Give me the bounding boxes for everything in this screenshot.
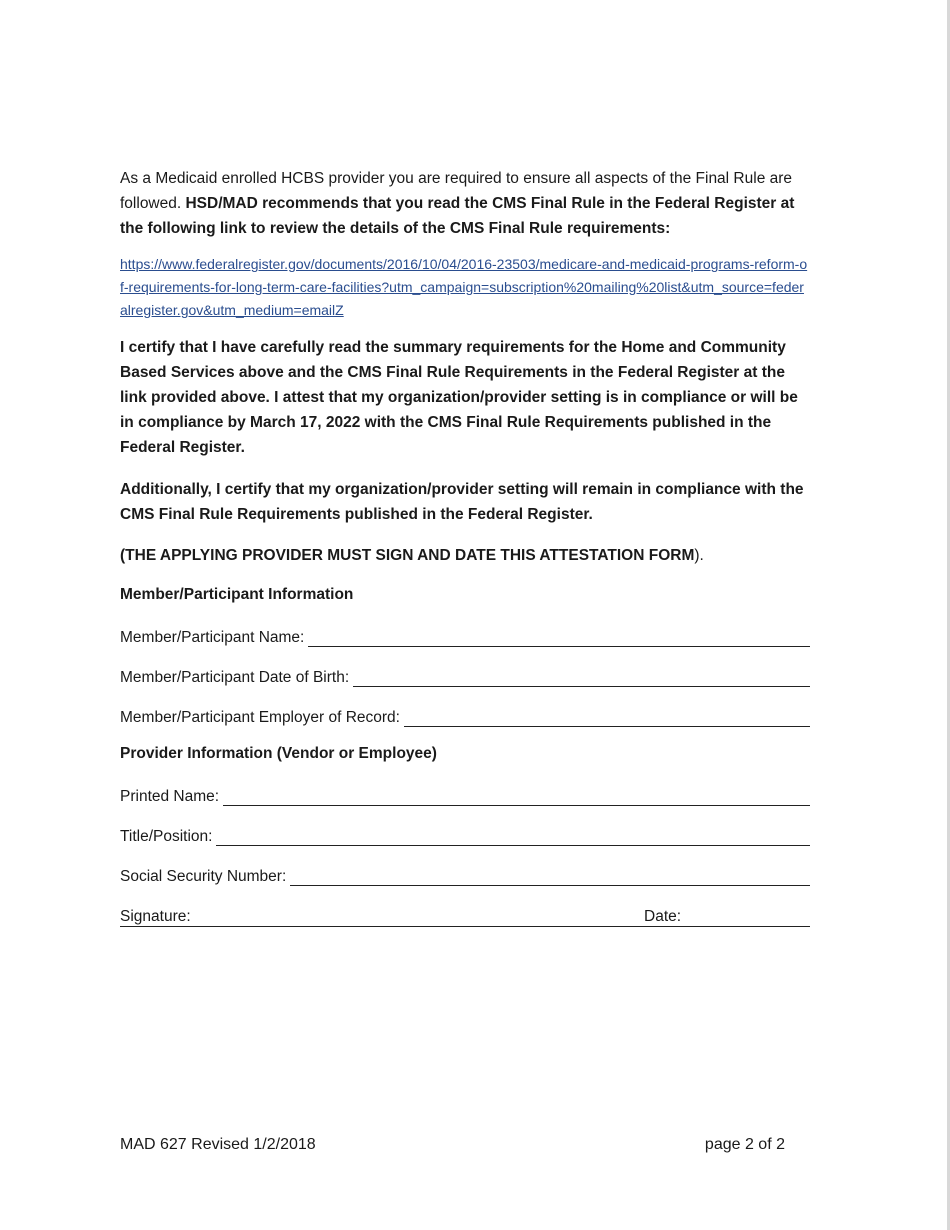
member-name-line[interactable] <box>308 628 810 647</box>
signature-label: Signature: <box>120 908 191 925</box>
sign-and-date-instruction-text: (THE APPLYING PROVIDER MUST SIGN AND DATE THIS ATTESTATION FORM <box>120 547 695 564</box>
title-position-field[interactable] <box>120 821 810 846</box>
sign-and-date-instruction <box>120 543 810 568</box>
federal-register-link[interactable]: https://www.federalregister.gov/documents/2016/10/04/2016-23503/medicare-and-medicaid-programs-reform-of-requirements-for-long-term-care-facilities?utm_campaign=subscription%20mailing%20list&utm_source=federalregister.gov&utm_medium=emailZ <box>120 256 808 318</box>
page-footer <box>120 1136 785 1154</box>
intro-paragraph <box>120 166 810 241</box>
continued-compliance-paragraph: Additionally, I certify that my organization/provider setting will remain in compliance with the CMS Final Rule Requirements published in the Federal Register. <box>120 481 804 523</box>
member-dob-label: Member/Participant Date of Birth: <box>120 669 350 686</box>
ssn-label: Social Security Number: <box>120 868 287 885</box>
certification-paragraph: I certify that I have carefully read the summary requirements for the Home and Community Based Services above and the CMS Final Rule Requirements in the Federal Register at the link provided above. I attest that my organization/provider setting is in compliance or will be in compliance by March 17, 2022 with the CMS Final Rule Requirements published in the Federal Register. <box>120 339 798 456</box>
signature-date-row[interactable] <box>120 901 810 927</box>
intro-recommendation: HSD/MAD recommends that you read the CMS Final Rule in the Federal Register at the following link to review the details of the CMS Final Rule requirements: <box>120 195 795 237</box>
form-identifier: MAD 627 Revised 1/2/2018 <box>120 1136 316 1153</box>
title-position-line[interactable] <box>216 827 810 846</box>
member-dob-field[interactable] <box>120 662 810 687</box>
printed-name-line[interactable] <box>223 787 810 806</box>
sign-and-date-instruction-tail: ). <box>694 547 704 564</box>
member-name-label: Member/Participant Name: <box>120 629 305 646</box>
ssn-line[interactable] <box>290 867 810 886</box>
printed-name-field[interactable] <box>120 781 810 806</box>
member-employer-line[interactable] <box>404 708 810 727</box>
ssn-field[interactable] <box>120 861 810 886</box>
member-dob-line[interactable] <box>353 668 810 687</box>
title-position-label: Title/Position: <box>120 828 213 845</box>
member-employer-label: Member/Participant Employer of Record: <box>120 709 400 726</box>
provider-section-heading: Provider Information (Vendor or Employee) <box>120 745 437 762</box>
form-content <box>120 166 810 927</box>
member-name-field[interactable] <box>120 622 810 647</box>
printed-name-label: Printed Name: <box>120 788 220 805</box>
member-section-heading: Member/Participant Information <box>120 586 354 603</box>
member-employer-field[interactable] <box>120 702 810 727</box>
intro-text: As a Medicaid enrolled HCBS provider you are required to ensure all aspects of the Final Rule are followed. <box>120 170 793 212</box>
page-number: page 2 of 2 <box>704 1136 785 1153</box>
date-label: Date: <box>644 908 682 925</box>
